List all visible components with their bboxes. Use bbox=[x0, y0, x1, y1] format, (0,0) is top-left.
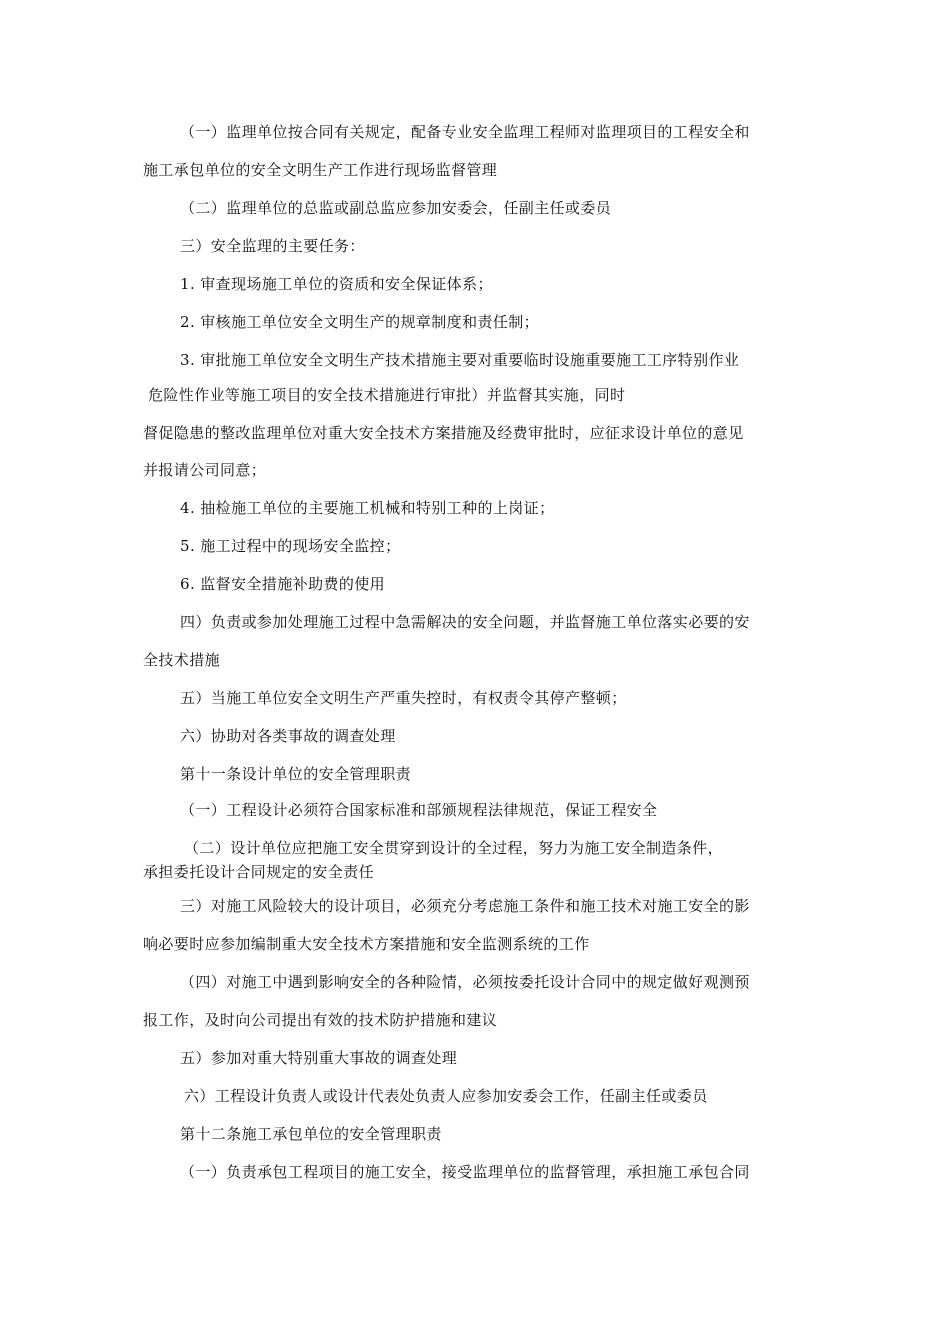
paragraph-line: （一）监理单位按合同有关规定，配备专业安全监理工程师对监理项目的工程安全和 bbox=[180, 123, 750, 141]
section-heading: 第十二条施工承包单位的安全管理职责 bbox=[180, 1125, 442, 1143]
list-item: 2. 审核施工单位安全文明生产的规章制度和责任制； bbox=[180, 313, 540, 331]
paragraph-line: 承担委托设计合同规定的安全责任 bbox=[143, 863, 375, 881]
paragraph-line: （二）设计单位应把施工安全贯穿到设计的全过程，努力为施工安全制造条件， bbox=[184, 839, 724, 857]
paragraph-line: （四）对施工中遇到影响安全的各种险情，必须按委托设计合同中的规定做好观测预 bbox=[180, 973, 750, 991]
paragraph-line: 六）工程设计负责人或设计代表处负责人应参加安委会工作，任副主任或委员 bbox=[184, 1087, 708, 1105]
paragraph-line: 六）协助对各类事故的调查处理 bbox=[180, 727, 396, 745]
paragraph-line: 五）参加对重大特别重大事故的调查处理 bbox=[180, 1049, 458, 1067]
paragraph-line: 四）负责或参加处理施工过程中急需解决的安全问题，并监督施工单位落实必要的安 bbox=[180, 613, 750, 631]
section-heading: 第十一条设计单位的安全管理职责 bbox=[180, 765, 412, 783]
paragraph-line: 报工作，及时向公司提出有效的技术防护措施和建议 bbox=[143, 1011, 498, 1029]
list-item: 1. 审查现场施工单位的资质和安全保证体系； bbox=[180, 275, 493, 293]
paragraph-line: （二）监理单位的总监或副总监应参加安委会，任副主任或委员 bbox=[180, 199, 612, 217]
paragraph-line: （一）工程设计必须符合国家标准和部颁规程法律规范，保证工程安全 bbox=[180, 801, 658, 819]
list-item: 6. 监督安全措施补助费的使用 bbox=[180, 575, 386, 593]
list-item: 4. 抽检施工单位的主要施工机械和特别工种的上岗证； bbox=[180, 499, 555, 517]
paragraph-line: 全技术措施 bbox=[143, 651, 221, 669]
paragraph-line: 危险性作业等施工项目的安全技术措施进行审批）并监督其实施，同时 bbox=[148, 386, 626, 404]
paragraph-line: （一）负责承包工程项目的施工安全，接受监理单位的监督管理，承担施工承包合同 bbox=[180, 1163, 750, 1181]
list-item: 3. 审批施工单位安全文明生产技术措施主要对重要临时设施重要施工工序特别作业 bbox=[180, 351, 740, 369]
paragraph-line: 五）当施工单位安全文明生产严重失控时，有权责令其停产整顿； bbox=[180, 689, 627, 707]
paragraph-line: 响必要时应参加编制重大安全技术方案措施和安全监测系统的工作 bbox=[143, 935, 590, 953]
paragraph-line: 并报请公司同意； bbox=[143, 461, 267, 479]
paragraph-line: 三）对施工风险较大的设计项目，必须充分考虑施工条件和施工技术对施工安全的影 bbox=[180, 897, 750, 915]
list-item: 5. 施工过程中的现场安全监控； bbox=[180, 537, 401, 555]
paragraph-line: 督促隐患的整改监理单位对重大安全技术方案措施及经费审批时，应征求设计单位的意见 bbox=[143, 424, 744, 442]
paragraph-line: 三）安全监理的主要任务： bbox=[180, 237, 365, 255]
paragraph-line: 施工承包单位的安全文明生产工作进行现场监督管理 bbox=[143, 161, 498, 179]
